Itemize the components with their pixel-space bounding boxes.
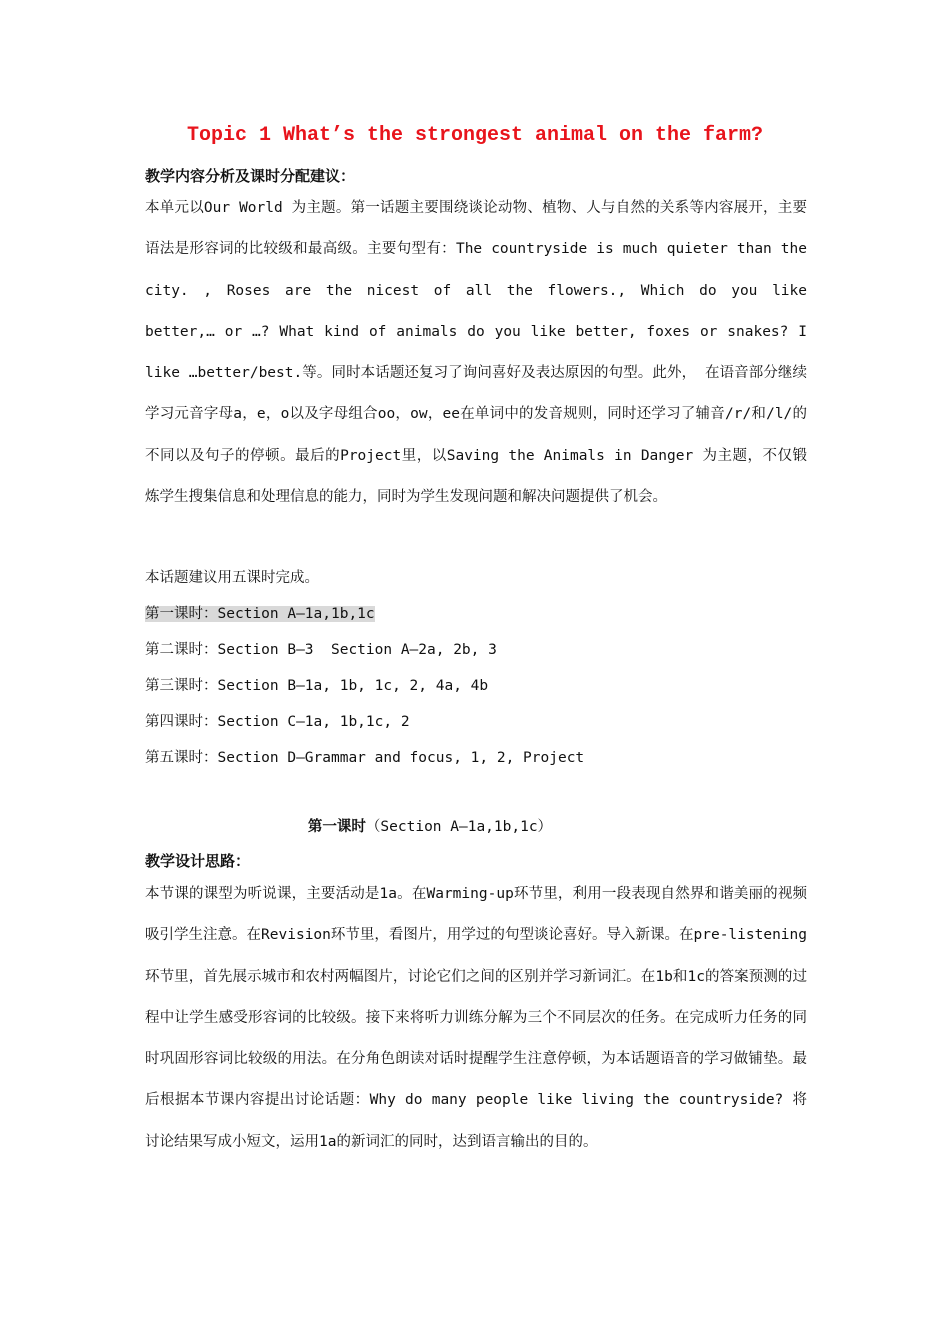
analysis-paragraph: 本单元以Our World 为主题。第一话题主要围绕谈论动物、植物、人与自然的关系等内容展开，主要语法是形容词的比较级和最高级。主要句型有：The countryside is much quieter than the city. , Roses are the nicest of all the flowers., Which do you like better,… or …? What kind of animals do you like better, foxes or snakes? I like …better/best.等。同时本话题还复习了询问喜好及表达原因的句型。此外， 在语音部分继续学习元音字母a，e，o以及字母组合oo，ow，ee在单词中的发音规则，同时还学习了辅音/r/和/l/的不同以及句子的停顿。最后的Project里，以Saving the Animals in Danger 为主题，不仅锻炼学生搜集信息和处理信息的能力，同时为学生发现问题和解决问题提供了机会。 — [145, 200, 807, 506]
topic-title: Topic 1 What’s the strongest animal on the farm? — [186, 124, 764, 147]
analysis-heading: 教学内容分析及课时分配建议： — [145, 167, 356, 185]
lesson-line-1-text: 第一课时：Section A—1a,1b,1c — [145, 606, 375, 622]
lesson-line-4: 第四课时：Section C—1a, 1b,1c, 2 — [145, 714, 410, 730]
lesson-line-5: 第五课时：Section D—Grammar and focus, 1, 2, Project — [145, 750, 585, 766]
lesson1-title — [0, 815, 860, 836]
lesson1-title-bold: 第一课时 — [307, 819, 366, 835]
design-heading: 教学设计思路： — [145, 852, 251, 870]
design-paragraph: 本节课的课型为听说课，主要活动是1a。在Warming-up环节里，利用一段表现自然界和谐美丽的视频吸引学生注意。在Revision环节里，看图片，用学过的句型谈论喜好。导入新课。在pre-listening环节里，首先展示城市和农村两幅图片，讨论它们之间的区别并学习新词汇。在1b和1c的答案预测的过程中让学生感受形容词的比较级。接下来将听力训练分解为三个不同层次的任务。在完成听力任务的同时巩固形容词比较级的用法。在分角色朗读对话时提醒学生注意停顿，为本话题语音的学习做铺垫。最后根据本节课内容提出讨论话题：Why do many people like living the countryside? 将讨论结果写成小短文，运用1a的新词汇的同时，达到语言输出的目的。 — [145, 886, 807, 1150]
suggestion-line: 本话题建议用五课时完成。 — [145, 570, 319, 586]
lesson1-title-rest: （Section A—1a,1b,1c） — [365, 819, 553, 835]
lesson-line-2: 第二课时：Section B—3 Section A—2a, 2b, 3 — [145, 642, 497, 658]
lesson-line-3: 第三课时：Section B—1a, 1b, 1c, 2, 4a, 4b — [145, 678, 489, 694]
lesson-line-1 — [145, 602, 375, 623]
